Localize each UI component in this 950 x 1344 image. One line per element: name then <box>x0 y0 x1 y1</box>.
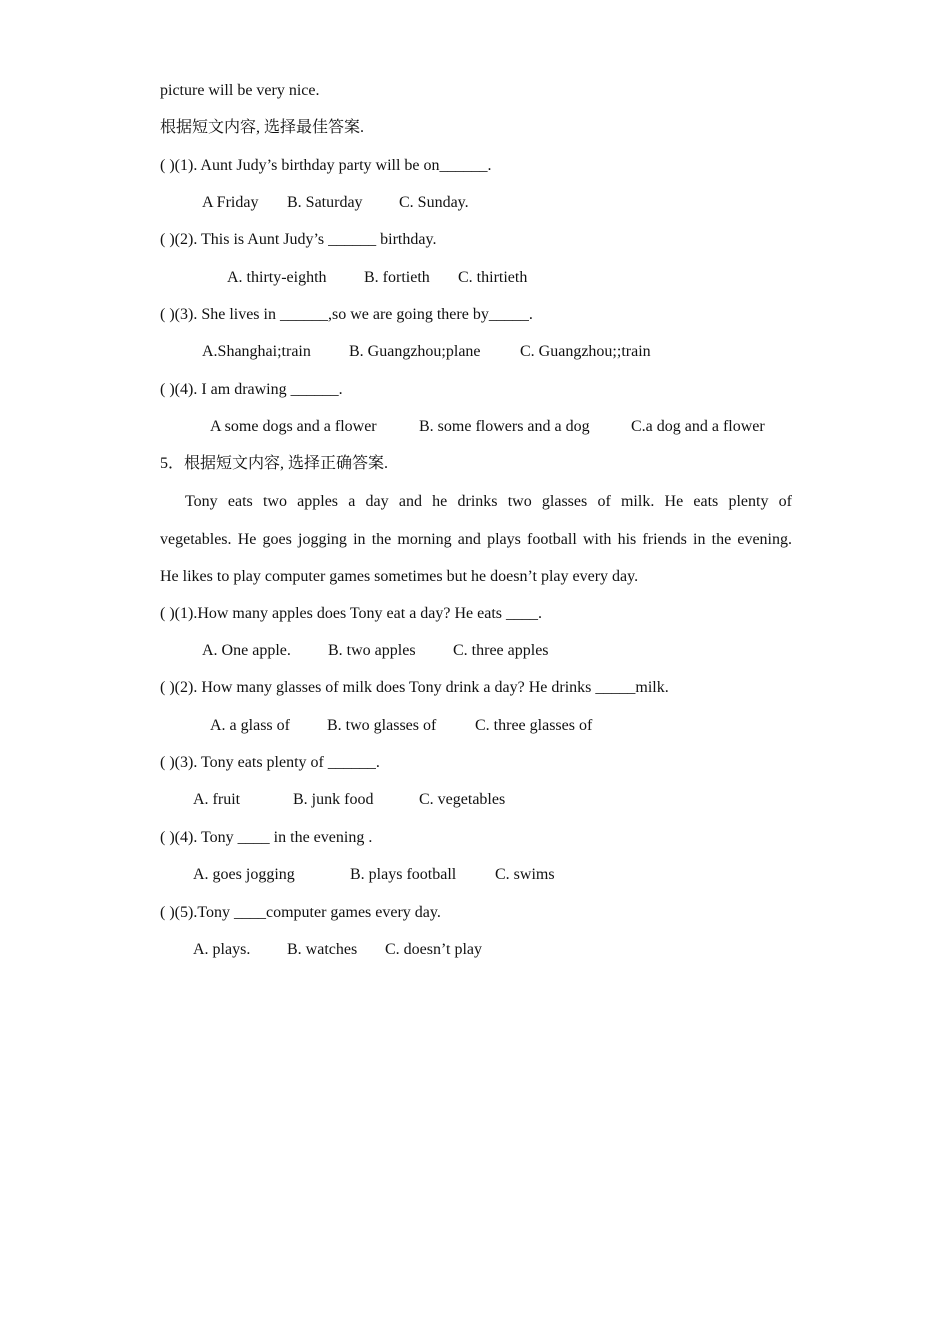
option-c: C. three glasses of <box>475 717 593 734</box>
option-b: B. two glasses of <box>327 717 437 734</box>
option-b: B. plays football <box>350 866 457 883</box>
option-a: A. a glass of <box>210 717 290 734</box>
section4-instruction: 根据短文内容, 选择最佳答案. <box>160 119 365 136</box>
option-c: C. Guangzhou;;train <box>520 343 651 360</box>
option-b: B. some flowers and a dog <box>419 418 590 435</box>
question-stem: ( )(2). How many glasses of milk does Tony drink a day? He drinks _____milk. <box>160 679 669 696</box>
question-stem: ( )(1).How many apples does Tony eat a day? He eats ____. <box>160 605 543 622</box>
passage-line: Tony eats two apples a day and he drinks two glasses of milk. He eats plenty of <box>185 493 792 510</box>
option-a: A.Shanghai;train <box>202 343 311 360</box>
question-stem: ( )(2). This is Aunt Judy’s ______ birthday. <box>160 231 437 248</box>
section5-heading: 5．根据短文内容, 选择正确答案. <box>160 455 389 472</box>
question-stem: ( )(3). She lives in ______,so we are going there by_____. <box>160 306 533 323</box>
option-b: B. junk food <box>293 791 374 808</box>
option-a: A Friday <box>202 194 259 211</box>
option-c: C. vegetables <box>419 791 506 808</box>
option-c: C. Sunday. <box>399 194 469 211</box>
option-b: B. fortieth <box>364 269 430 286</box>
question-stem: ( )(4). I am drawing ______. <box>160 381 343 398</box>
question-stem: ( )(1). Aunt Judy’s birthday party will be on______. <box>160 157 492 174</box>
option-b: B. Guangzhou;plane <box>349 343 481 360</box>
continued-text-line: picture will be very nice. <box>160 82 320 99</box>
passage-line: vegetables. He goes jogging in the morning and plays football with his friends in the evening. <box>160 530 792 548</box>
option-c: C. three apples <box>453 642 549 659</box>
option-a: A. thirty-eighth <box>227 269 327 286</box>
reading-passage <box>160 483 792 596</box>
option-a: A. goes jogging <box>193 866 295 883</box>
question-stem: ( )(4). Tony ____ in the evening . <box>160 829 373 846</box>
question-stem: ( )(5).Tony ____computer games every day. <box>160 904 441 921</box>
passage-line: He likes to play computer games sometimes but he doesn’t play every day. <box>160 568 639 585</box>
option-b: B. two apples <box>328 642 416 659</box>
question-stem: ( )(3). Tony eats plenty of ______. <box>160 754 380 771</box>
option-b: B. watches <box>287 941 358 958</box>
option-a: A. fruit <box>193 791 241 808</box>
option-c: C.a dog and a flower <box>631 418 765 435</box>
option-c: C. doesn’t play <box>385 941 483 958</box>
option-a: A some dogs and a flower <box>210 418 377 435</box>
option-a: A. plays. <box>193 941 251 958</box>
option-c: C. swims <box>495 866 555 883</box>
option-a: A. One apple. <box>202 642 291 659</box>
option-b: B. Saturday <box>287 194 363 211</box>
option-c: C. thirtieth <box>458 269 528 286</box>
